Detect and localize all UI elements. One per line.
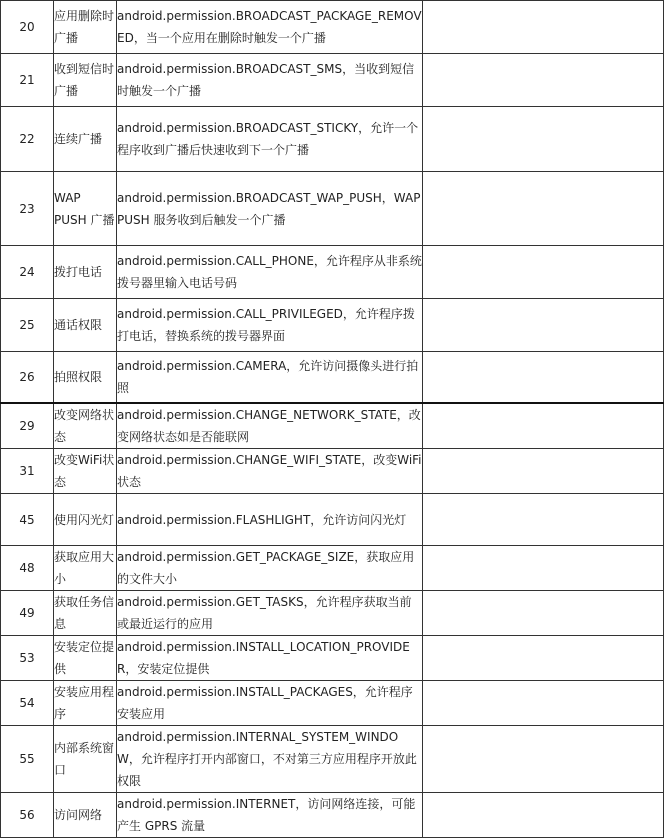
permission-description: android.permission.BROADCAST_STICKY，允许一个程序收到广播后快速收到下一个广播 bbox=[117, 107, 423, 172]
empty-cell bbox=[423, 726, 664, 793]
row-number: 53 bbox=[1, 636, 54, 681]
permission-name: 改变网络状态 bbox=[54, 403, 117, 449]
permission-name: 安装应用程序 bbox=[54, 681, 117, 726]
permission-name: 安装定位提供 bbox=[54, 636, 117, 681]
empty-cell bbox=[423, 172, 664, 246]
permission-name: 应用删除时广播 bbox=[54, 1, 117, 54]
table-row bbox=[1, 793, 664, 838]
table-row bbox=[1, 494, 664, 546]
table-row bbox=[1, 172, 664, 246]
permission-description: android.permission.CHANGE_NETWORK_STATE，改变网络状态如是否能联网 bbox=[117, 403, 423, 449]
permission-description: android.permission.CALL_PHONE，允许程序从非系统拨号器里输入电话号码 bbox=[117, 246, 423, 299]
permission-name: 获取应用大小 bbox=[54, 546, 117, 591]
permission-description: android.permission.INTERNET，访问网络连接，可能产生 GPRS 流量 bbox=[117, 793, 423, 838]
empty-cell bbox=[423, 793, 664, 838]
row-number: 49 bbox=[1, 591, 54, 636]
row-number: 22 bbox=[1, 107, 54, 172]
table-row bbox=[1, 54, 664, 107]
table-row bbox=[1, 403, 664, 449]
row-number: 25 bbox=[1, 299, 54, 352]
permission-name: 拍照权限 bbox=[54, 352, 117, 404]
row-number: 55 bbox=[1, 726, 54, 793]
table-row bbox=[1, 591, 664, 636]
row-number: 26 bbox=[1, 352, 54, 404]
permission-name: 收到短信时广播 bbox=[54, 54, 117, 107]
permission-name: 改变WiFi状态 bbox=[54, 449, 117, 494]
table-row bbox=[1, 352, 664, 404]
row-number: 24 bbox=[1, 246, 54, 299]
empty-cell bbox=[423, 591, 664, 636]
table-row bbox=[1, 449, 664, 494]
permission-name: 通话权限 bbox=[54, 299, 117, 352]
table-row bbox=[1, 107, 664, 172]
empty-cell bbox=[423, 246, 664, 299]
permission-description: android.permission.INSTALL_PACKAGES，允许程序安装应用 bbox=[117, 681, 423, 726]
permission-description: android.permission.INTERNAL_SYSTEM_WINDOW，允许程序打开内部窗口，不对第三方应用程序开放此权限 bbox=[117, 726, 423, 793]
row-number: 48 bbox=[1, 546, 54, 591]
empty-cell bbox=[423, 546, 664, 591]
empty-cell bbox=[423, 107, 664, 172]
permission-description: android.permission.CALL_PRIVILEGED，允许程序拨打电话，替换系统的拨号器界面 bbox=[117, 299, 423, 352]
table-row bbox=[1, 636, 664, 681]
permission-description: android.permission.BROADCAST_SMS，当收到短信时触发一个广播 bbox=[117, 54, 423, 107]
table-row bbox=[1, 299, 664, 352]
row-number: 21 bbox=[1, 54, 54, 107]
empty-cell bbox=[423, 1, 664, 54]
row-number: 31 bbox=[1, 449, 54, 494]
row-number: 23 bbox=[1, 172, 54, 246]
permission-description: android.permission.INSTALL_LOCATION_PROVIDER，安装定位提供 bbox=[117, 636, 423, 681]
permission-name: 获取任务信息 bbox=[54, 591, 117, 636]
row-number: 45 bbox=[1, 494, 54, 546]
empty-cell bbox=[423, 681, 664, 726]
permission-description: android.permission.CHANGE_WIFI_STATE，改变WiFi 状态 bbox=[117, 449, 423, 494]
table-row bbox=[1, 1, 664, 54]
row-number: 54 bbox=[1, 681, 54, 726]
permission-name: 连续广播 bbox=[54, 107, 117, 172]
table-row bbox=[1, 726, 664, 793]
permission-name: 拨打电话 bbox=[54, 246, 117, 299]
permission-name: 内部系统窗口 bbox=[54, 726, 117, 793]
empty-cell bbox=[423, 636, 664, 681]
row-number: 56 bbox=[1, 793, 54, 838]
table-row bbox=[1, 681, 664, 726]
permission-name: 使用闪光灯 bbox=[54, 494, 117, 546]
empty-cell bbox=[423, 449, 664, 494]
permission-description: android.permission.CAMERA，允许访问摄像头进行拍照 bbox=[117, 352, 423, 404]
table-row bbox=[1, 546, 664, 591]
permission-description: android.permission.FLASHLIGHT，允许访问闪光灯 bbox=[117, 494, 423, 546]
permission-description: android.permission.GET_PACKAGE_SIZE，获取应用的文件大小 bbox=[117, 546, 423, 591]
row-number: 20 bbox=[1, 1, 54, 54]
empty-cell bbox=[423, 54, 664, 107]
empty-cell bbox=[423, 352, 664, 404]
permission-description: android.permission.BROADCAST_PACKAGE_REMOVED，当一个应用在删除时触发一个广播 bbox=[117, 1, 423, 54]
row-number: 29 bbox=[1, 403, 54, 449]
empty-cell bbox=[423, 403, 664, 449]
table-row bbox=[1, 246, 664, 299]
empty-cell bbox=[423, 299, 664, 352]
empty-cell bbox=[423, 494, 664, 546]
permission-description: android.permission.BROADCAST_WAP_PUSH，WAP PUSH 服务收到后触发一个广播 bbox=[117, 172, 423, 246]
permission-description: android.permission.GET_TASKS，允许程序获取当前或最近运行的应用 bbox=[117, 591, 423, 636]
permission-name: WAP PUSH 广播 bbox=[54, 172, 117, 246]
permission-name: 访问网络 bbox=[54, 793, 117, 838]
